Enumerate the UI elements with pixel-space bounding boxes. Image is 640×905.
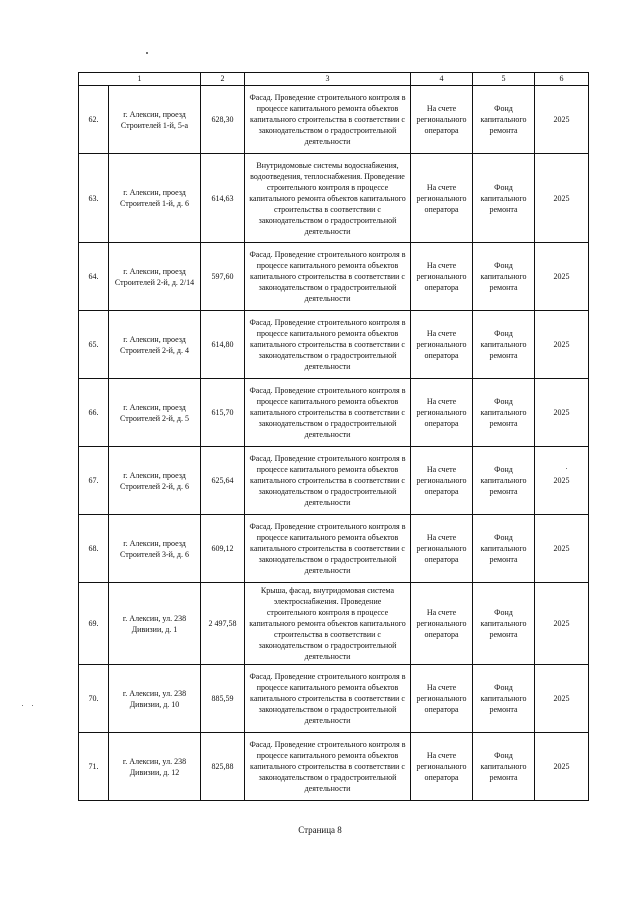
works-cell: Внутридомовые системы водоснабжения, водоотведения, теплоснабжения. Проведение строительного контроля в процессе капитального ремонта объектов капитального строительства в соответствии с законодательством о градостроительной деятельности (245, 154, 411, 243)
row-number: 63. (79, 154, 109, 243)
table-row (79, 733, 589, 801)
row-number: 64. (79, 243, 109, 311)
address-cell: г. Алексин, проезд Строителей 2-й, д. 2/14 (109, 243, 201, 311)
year-cell: 2025 (535, 154, 589, 243)
row-number: 65. (79, 311, 109, 379)
table-row (79, 243, 589, 311)
col-header-5: 5 (473, 73, 535, 86)
row-number: 68. (79, 515, 109, 583)
year-cell: 2025 (535, 447, 589, 515)
address-cell: г. Алексин, проезд Строителей 1-й, д. 6 (109, 154, 201, 243)
scan-speck (32, 705, 33, 706)
account-cell: На счете регионального оператора (411, 86, 473, 154)
works-table (78, 72, 589, 801)
year-cell: 2025 (535, 733, 589, 801)
account-cell: На счете регионального оператора (411, 665, 473, 733)
account-cell: На счете регионального оператора (411, 379, 473, 447)
year-cell: 2025 (535, 379, 589, 447)
account-cell: На счете регионального оператора (411, 515, 473, 583)
address-cell: г. Алексин, проезд Строителей 1-й, 5-а (109, 86, 201, 154)
address-cell: г. Алексин, ул. 238 Дивизии, д. 12 (109, 733, 201, 801)
area-cell: 615,70 (201, 379, 245, 447)
works-cell: Фасад. Проведение строительного контроля в процессе капитального ремонта объектов капитального строительства в соответствии с законодательством о градостроительной деятельности (245, 515, 411, 583)
account-cell: На счете регионального оператора (411, 447, 473, 515)
area-cell: 614,80 (201, 311, 245, 379)
year-cell: 2025 (535, 86, 589, 154)
year-cell: 2025 (535, 243, 589, 311)
table-row (79, 311, 589, 379)
header-row (79, 73, 589, 86)
works-cell: Фасад. Проведение строительного контроля в процессе капитального ремонта объектов капитального строительства в соответствии с законодательством о градостроительной деятельности (245, 665, 411, 733)
table-row (79, 379, 589, 447)
fund-cell: Фонд капитального ремонта (473, 665, 535, 733)
fund-cell: Фонд капитального ремонта (473, 311, 535, 379)
fund-cell: Фонд капитального ремонта (473, 379, 535, 447)
works-cell: Фасад. Проведение строительного контроля в процессе капитального ремонта объектов капитального строительства в соответствии с законодательством о градостроительной деятельности (245, 243, 411, 311)
address-cell: г. Алексин, проезд Строителей 2-й, д. 4 (109, 311, 201, 379)
page-number: Страница 8 (298, 825, 342, 835)
fund-cell: Фонд капитального ремонта (473, 447, 535, 515)
works-cell: Фасад. Проведение строительного контроля в процессе капитального ремонта объектов капитального строительства в соответствии с законодательством о градостроительной деятельности (245, 379, 411, 447)
row-number: 70. (79, 665, 109, 733)
works-cell: Крыша, фасад, внутридомовая система электроснабжения. Проведение строительного контроля в процессе капитального ремонта объектов капитального строительства в соответствии с законодательством о градостроительной деятельности (245, 583, 411, 665)
area-cell: 614,63 (201, 154, 245, 243)
address-cell: г. Алексин, ул. 238 Дивизии, д. 10 (109, 665, 201, 733)
col-header-4: 4 (411, 73, 473, 86)
row-number: 67. (79, 447, 109, 515)
row-number: 66. (79, 379, 109, 447)
area-cell: 885,59 (201, 665, 245, 733)
address-cell: г. Алексин, проезд Строителей 2-й, д. 5 (109, 379, 201, 447)
account-cell: На счете регионального оператора (411, 154, 473, 243)
year-cell: 2025 (535, 583, 589, 665)
area-cell: 628,30 (201, 86, 245, 154)
table-row (79, 583, 589, 665)
year-cell: 2025 (535, 665, 589, 733)
row-number: 71. (79, 733, 109, 801)
fund-cell: Фонд капитального ремонта (473, 243, 535, 311)
area-cell: 597,60 (201, 243, 245, 311)
account-cell: На счете регионального оператора (411, 583, 473, 665)
scan-speck (22, 705, 23, 706)
table-row (79, 665, 589, 733)
works-cell: Фасад. Проведение строительного контроля в процессе капитального ремонта объектов капитального строительства в соответствии с законодательством о градостроительной деятельности (245, 86, 411, 154)
year-cell: 2025 (535, 515, 589, 583)
fund-cell: Фонд капитального ремонта (473, 733, 535, 801)
works-cell: Фасад. Проведение строительного контроля в процессе капитального ремонта объектов капитального строительства в соответствии с законодательством о градостроительной деятельности (245, 733, 411, 801)
col-header-3: 3 (245, 73, 411, 86)
col-header-6: 6 (535, 73, 589, 86)
fund-cell: Фонд капитального ремонта (473, 583, 535, 665)
fund-cell: Фонд капитального ремонта (473, 86, 535, 154)
area-cell: 825,88 (201, 733, 245, 801)
works-cell: Фасад. Проведение строительного контроля в процессе капитального ремонта объектов капитального строительства в соответствии с законодательством о градостроительной деятельности (245, 447, 411, 515)
table-row (79, 515, 589, 583)
scan-speck (146, 52, 148, 54)
table-row (79, 86, 589, 154)
row-number: 62. (79, 86, 109, 154)
col-header-2: 2 (201, 73, 245, 86)
col-header-1: 1 (79, 73, 201, 86)
account-cell: На счете регионального оператора (411, 311, 473, 379)
address-cell: г. Алексин, проезд Строителей 2-й, д. 6 (109, 447, 201, 515)
area-cell: 2 497,58 (201, 583, 245, 665)
fund-cell: Фонд капитального ремонта (473, 515, 535, 583)
table-row (79, 154, 589, 243)
address-cell: г. Алексин, проезд Строителей 3-й, д. 6 (109, 515, 201, 583)
account-cell: На счете регионального оператора (411, 733, 473, 801)
table-row (79, 447, 589, 515)
year-cell: 2025 (535, 311, 589, 379)
works-cell: Фасад. Проведение строительного контроля в процессе капитального ремонта объектов капитального строительства в соответствии с законодательством о градостроительной деятельности (245, 311, 411, 379)
area-cell: 625,64 (201, 447, 245, 515)
area-cell: 609,12 (201, 515, 245, 583)
row-number: 69. (79, 583, 109, 665)
fund-cell: Фонд капитального ремонта (473, 154, 535, 243)
account-cell: На счете регионального оператора (411, 243, 473, 311)
address-cell: г. Алексин, ул. 238 Дивизии, д. 1 (109, 583, 201, 665)
